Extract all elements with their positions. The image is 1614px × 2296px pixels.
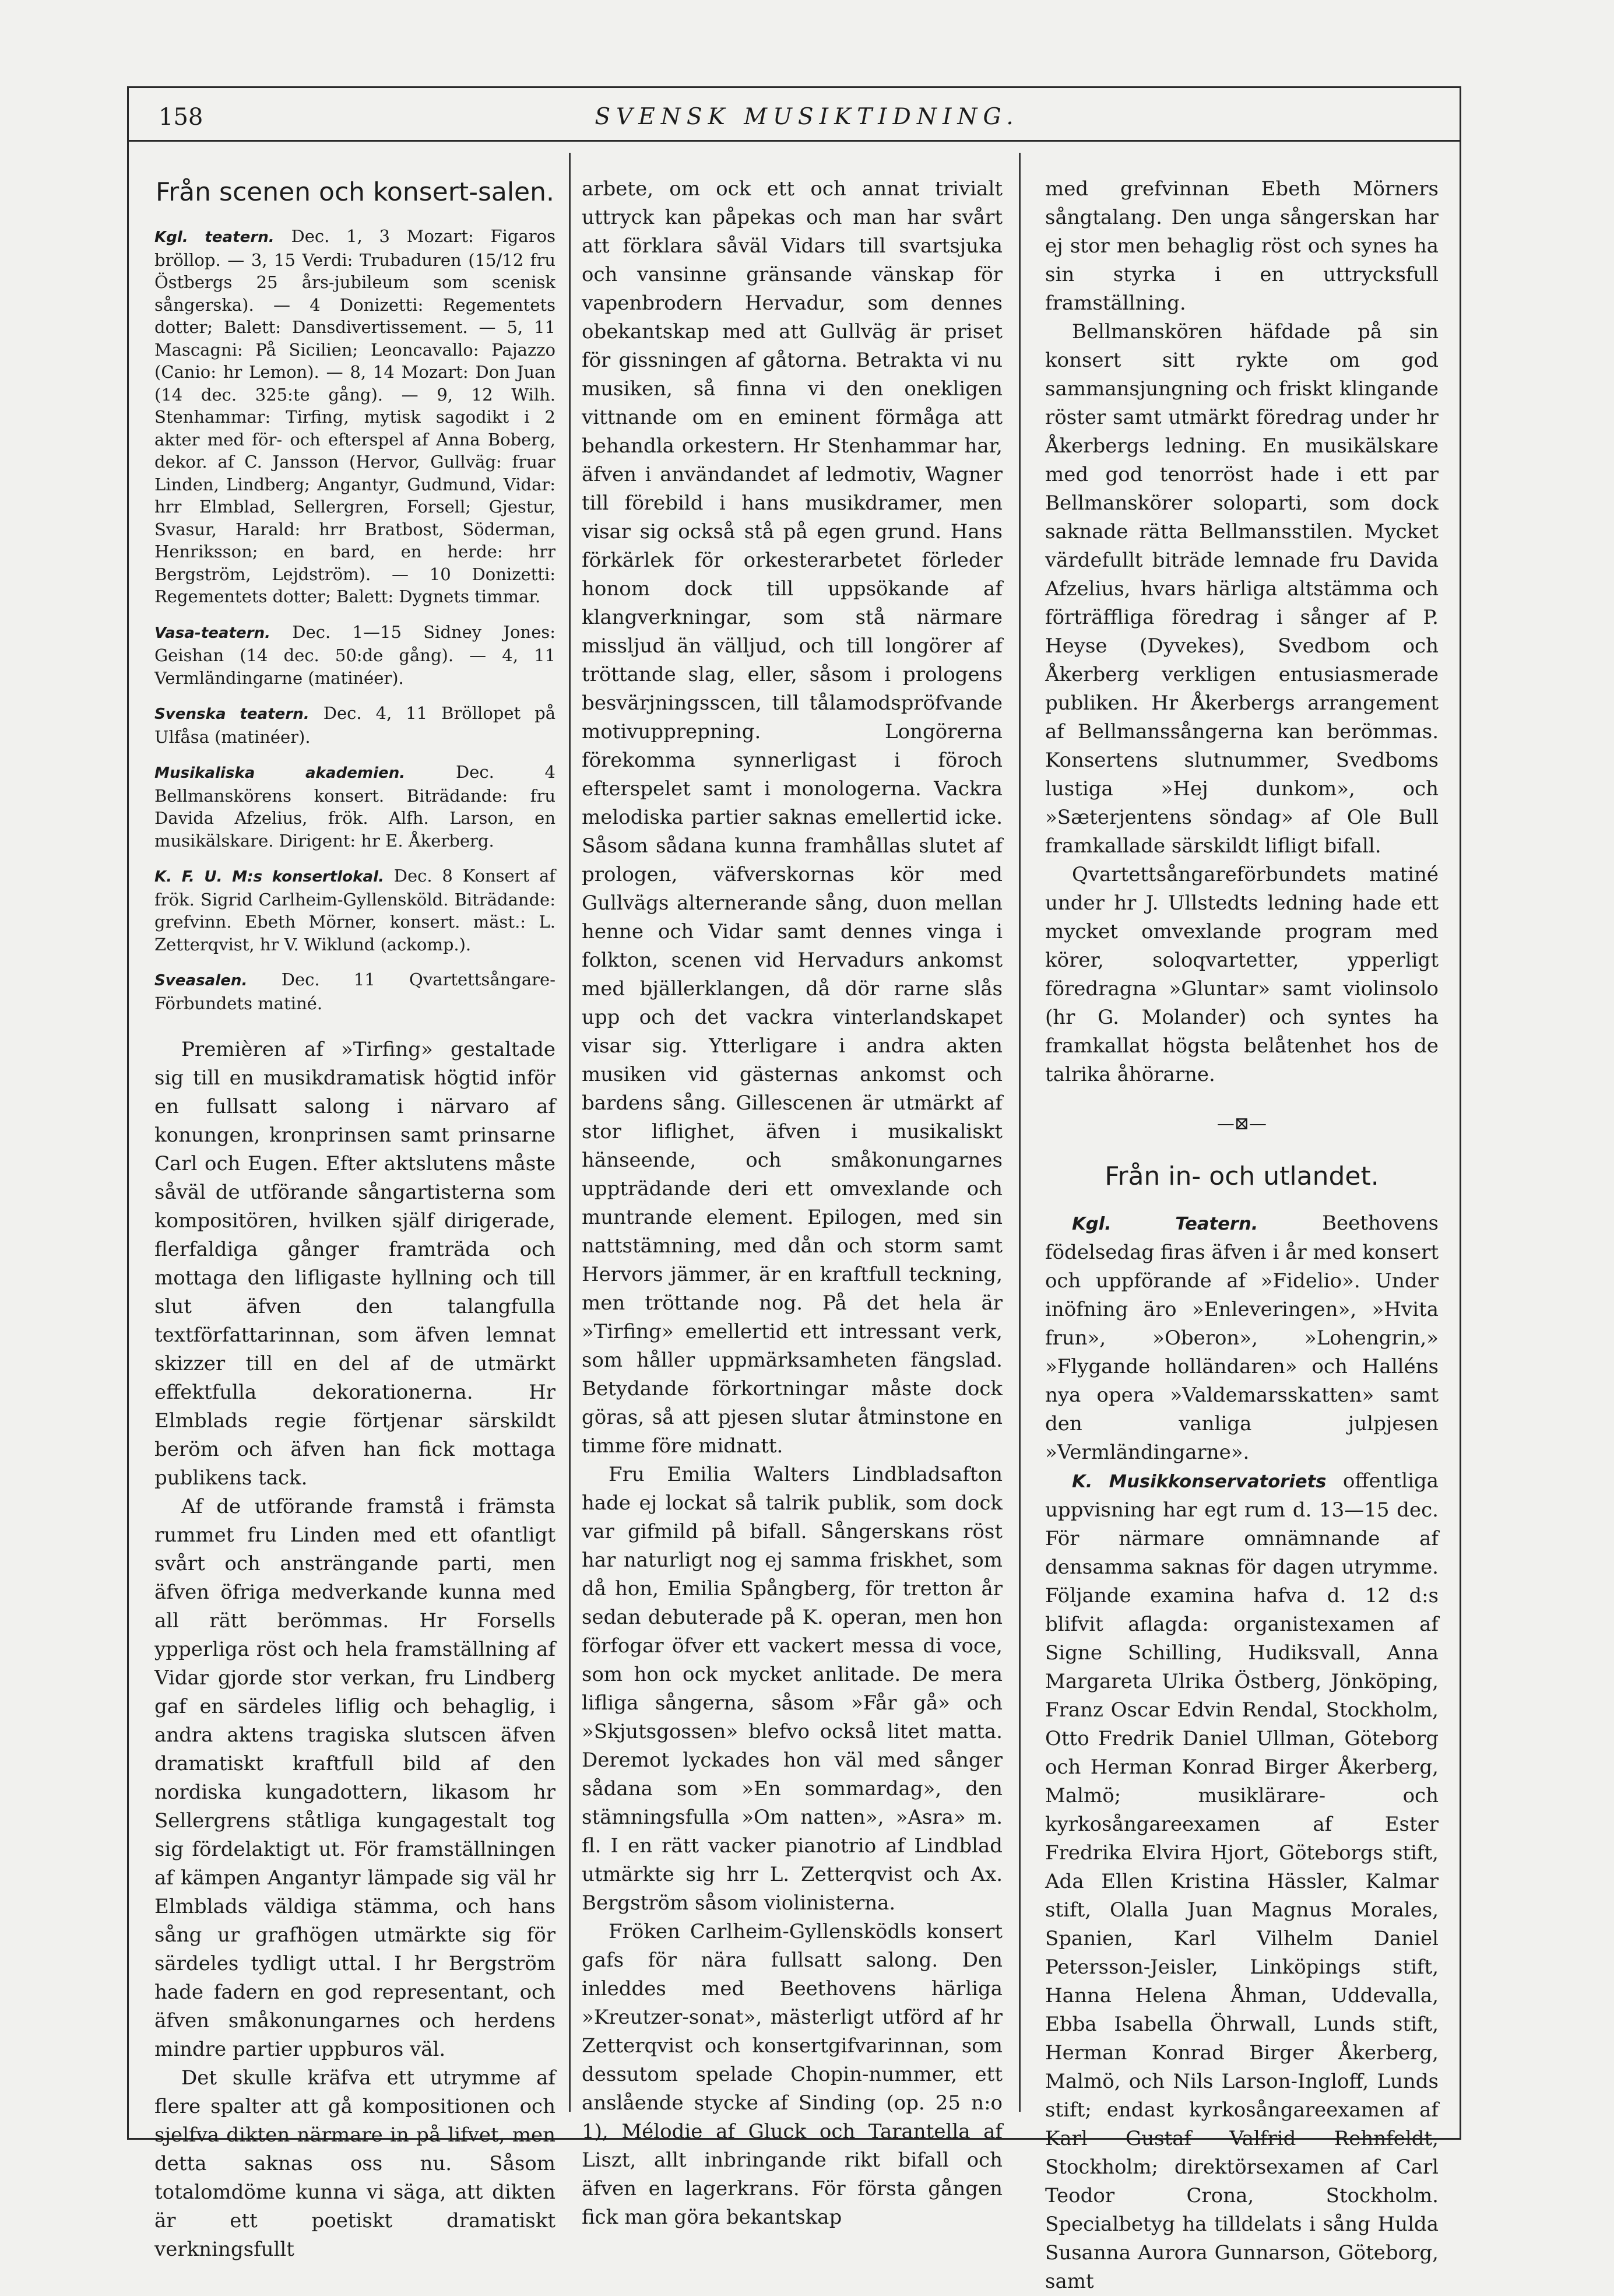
calendar-entry	[154, 621, 555, 690]
calendar-text: Dec. 4, 11 Bröllopet på Ulfåsa (matinéer).	[154, 703, 555, 747]
review-text-continued	[582, 175, 1003, 2232]
page-number: 158	[159, 104, 203, 131]
calendar-entry	[154, 761, 555, 852]
calendar-text: Dec. 4 Bellmanskörens konsert. Biträdande: fru Davida Afzelius, frök. Alfh. Larson, en musikälskare. Dirigent: hr E. Åkerberg.	[154, 762, 556, 851]
column-rule-1	[569, 153, 571, 2112]
paragraph: arbete, om ock ett och annat trivialt uttryck kan påpekas och man har svårt att förklara såväl Vidars till svartsjuka och vansinne gränsande vänskap för vapenbrodern Hervadur, som dennes obekantskap med att Gullväg är priset för gissningen af gåtorna. Betrakta vi nu musiken, så finna vi den onekligen vittnande om en eminent förmåga att behandla orkestern. Hr Stenhammar har, äfven i användandet af ledmotiv, Wagner till förebild i hans musikdramer, men visar sig också stå på egen grund. Hans förkärlek för orkesterarbetet förleder honom dock till uppsökande af klangverkningar, som stå närmare missljud än välljud, och till longörer af tröttande slag, eller, såsom i prologens besvärjningsscen, till tålamodspröfvande motivupprepning. Longörerna förekomma synnerligast i föroch efterspelet samt i monologerna. Vackra melodiska partier saknas emellertid icke. Såsom sådana kunna framhållas slutet af prologen, väfverskornas kör med Gullvägs alternerande sång, duon mellan henne och Vidar samt dennes vinga i folkton, scenen vid Hervadurs ankomst med bjällerklangen, då dör rarne slås upp och det vackra vinterlandskapet visar sig. Ytterligare i andra akten musiken vid gästernas ankomst och bardens sång. Gillescenen är utmärkt af stor liflighet, äfven i musikaliskt hänseende, och småkonungarnes uppträdande deri ett omvexlande och muntrande element. Epilogen, med sin nattstämning, med dån och storm samt Hervors jämmer, är en kraftfull teckning, men tröttande nog. På det hela är »Tirfing» emellertid ett intressant verk, som håller uppmärksamheten fängslad. Betydande förkortningar måste dock göras, så att pjesen slutar åtminstone en timme före midnatt.	[582, 177, 1003, 1458]
news-lead: Kgl. Teatern.	[1072, 1214, 1258, 1234]
column-3	[1045, 175, 1439, 2296]
paragraph: Fru Emilia Walters Lindbladsafton hade ej lockat så talrik publik, som dock var gifmild på bifall. Sångerskans röst har naturligt nog ej samma friskhet, som då hon, Emilia Spångberg, för tretton år sedan debuterade på K. operan, men hon förfogar öfver ett vackert messa di voce, som hon ock mycket anlitade. De mera lifliga sångerna, såsom »Får gå» och »Skjutsgossen» blefvo också litet matta. Deremot lyckades hon väl med sånger sådana som »En sommardag», den stämningsfulla »Om natten», »Asra» m. fl. I en rätt vacker pianotrio af Lindblad utmärkte sig hrr L. Zetterqvist och Ax. Bergström såsom violinisterna.	[582, 1463, 1003, 1915]
calendar-entry	[154, 702, 555, 748]
review-text-end	[1045, 175, 1439, 1089]
performance-calendar	[154, 225, 555, 1014]
section-title-utlandet: Från in- och utlandet.	[1105, 1161, 1379, 1191]
news-item	[1045, 1209, 1439, 1467]
calendar-text: Dec. 8 Konsert af frök. Sigrid Carlheim-Gyllensköld. Biträdande: grefvinn. Ebeth Mörner, konsert. mäst.: L. Zetterqvist, hr V. Wiklund (ackomp.).	[154, 866, 556, 954]
calendar-text: Dec. 11 Qvartettsångare-Förbundets matiné.	[154, 970, 556, 1013]
news-items	[1045, 1209, 1439, 2296]
venue-label: K. F. U. M:s konsertlokal.	[154, 868, 384, 886]
news-text: Beethovens födelsedag firas äfven i år med konsert och uppförande af »Fidelio». Under inöfning äro »Enleveringen», »Hvita frun», »Oberon», »Lohengrin,» »Flygande holländaren» och Halléns nya opera »Valdemarsskatten» samt den vanliga julpjesen »Vermländingarne».	[1045, 1212, 1439, 1464]
review-text	[154, 1035, 555, 2264]
column-rule-2	[1019, 153, 1021, 2112]
header-rule	[127, 140, 1461, 142]
calendar-text: Dec. 1, 3 Mozart: Figaros bröllop. — 3, 15 Verdi: Trubaduren (15/12 fru Östbergs 25 års-jubileum som scenisk sångerska). — 4 Donizetti: Regementets dotter; Balett: Dansdivertissement. — 5, 11 Mascagni: På Sicilien; Leoncavallo: Pajazzo (Canio: hr Lemon). — 8, 14 Mozart: Don Juan (14 dec. 325:te gång). — 9, 12 Wilh. Stenhammar: Tirfing, mytisk sagodikt i 2 akter med för- och efterspel af Anna Boberg, dekor. af C. Jansson (Hervor, Gullväg: fruar Linden, Lindberg; Angantyr, Gudmund, Vidar: hrr Elmblad, Sellergren, Forsell; Gjestur, Svasur, Harald: hrr Bratbost, Söderman, Henriksson; en bard, en herde: hrr Bergström, Lejdström). — 10 Donizetti: Regementets dotter; Balett: Dygnets timmar.	[154, 226, 555, 606]
paragraph: med grefvinnan Ebeth Mörners sångtalang. Den unga sångerskan har ej stor men behaglig röst och synes ha sin styrka i en uttrycksfull framställning.	[1045, 177, 1439, 315]
paragraph: Fröken Carlheim-Gyllensködls konsert gafs för nära fullsatt salong. Den inleddes med Beethovens härliga »Kreutzer-sonat», mästerligt utförd af hr Zetterqvist och konsertgifvarinnan, som dessutom spelade Chopin-nummer, ett anslående stycke af Sinding (op. 25 n:o 1), Mélodie af Gluck och Tarantella af Liszt, allt inbringande rikt bifall och äfven en lagerkrans. För första gången fick man göra bekantskap	[582, 1920, 1003, 2229]
paragraph: Qvartettsångareförbundets matiné under hr J. Ullstedts ledning hade ett mycket omvexlande program med körer, soloqvartetter, ypperligt föredragna »Gluntar» samt violinsolo (hr G. Molander) och syntes ha framkallat högsta belåtenhet hos de talrika åhörarne.	[1045, 863, 1439, 1086]
column-1	[154, 175, 555, 2264]
venue-label: Sveasalen.	[154, 972, 248, 989]
paragraph: Bellmanskören häfdade på sin konsert sitt rykte om god sammansjungning och friskt klingande röster samt utmärkt föredrag under hr Åkerbergs ledning. En musikälskare med god tenorröst hade i ett par Bellmanskörer soloparti, som dock saknade rätta Bellmansstilen. Mycket värdefullt biträde lemnade fru Davida Afzelius, hvars härliga altstämma och förträffliga föredrag i sånger af P. Heyse (Dyvekes), Svedbom och Åkerberg verkligen entusiasmerade publiken. Hr Åkerbergs arrangement af Bellmanssångerna kan berömmas. Konsertens slutnummer, Svedboms lustiga »Hej dunkom», och »Sæterjentens söndag» af Ole Bull framkallade särskildt lifligt bifall.	[1045, 320, 1439, 858]
section-title-scenen: Från scenen och konsert-salen.	[155, 177, 555, 207]
paragraph: Premièren af »Tirfing» gestaltade sig till en musikdramatisk högtid inför en fullsatt salong i närvaro af konungen, kronprinsen samt prinsarne Carl och Eugen. Efter aktslutens måste såväl de utförande sångartisterna som kompositören, hvilken själf dirigerade, flerfaldiga gånger framträda och mottaga den lifligaste hyllning och till slut äfven den talangfulla textförfattarinnan, som äfven lemnat skizzer till en del af de utmärkt effektfulla dekorationerna. Hr Elmblads regie förtjenar särskildt beröm och äfven han fick mottaga publikens tack.	[154, 1038, 555, 1490]
calendar-entry	[154, 968, 555, 1014]
venue-label: Musikaliska akademien.	[154, 764, 406, 782]
paragraph: Af de utförande framstå i främsta rummet fru Linden med ett ofantligt svårt och ansträngande parti, men äfven öfriga medverkande kunna med all rätt berömmas. Hr Forsells ypperliga röst och hela framställning af Vidar gjorde stor verkan, fru Lindberg gaf en särdeles liflig och behaglig, i andra aktens tragiska slutscen äfven dramatiskt kraftfull bild af den nordiska kungadottern, likasom hr Sellergrens ståtliga kungagestalt tog sig fördelaktigt ut. För framställningen af kämpen Angantyr lämpade sig väl hr Elmblads väldiga stämma, och hans sång ur grafhögen utmärkte sig för särdeles tydligt uttal. I hr Bergström hade fadern en god representant, och äfven småkonungarnes och herdens mindre partier uppburos väl.	[154, 1495, 555, 2061]
venue-label: Svenska teatern.	[154, 705, 310, 723]
venue-label: Kgl. teatern.	[154, 229, 275, 246]
column-2	[582, 175, 1003, 2232]
calendar-text: Dec. 1—15 Sidney Jones: Geishan (14 dec. 50:de gång). — 4, 11 Vermländingarne (matinéer).	[154, 622, 556, 688]
calendar-entry	[154, 225, 555, 608]
running-title: SVENSK MUSIKTIDNING.	[595, 104, 1019, 130]
venue-label: Vasa-teatern.	[154, 624, 271, 642]
news-text: offentliga uppvisning har egt rum d. 13—15 dec. För närmare omnämnande af densamma saknas för dagen utrymme. Följande examina hafva d. 12 d:s blifvit aflagda: organistexamen af Signe Schilling, Hudiksvall, Anna Margareta Ulrika Östberg, Jönköping, Franz Oscar Edvin Rendal, Stockholm, Otto Fredrik Daniel Ullman, Göteborg och Herman Konrad Birger Åkerberg, Malmö; musiklärare- och kyrkosångareexamen af Ester Fredrika Elvira Hjort, Göteborgs stift, Ada Ellen Kristina Hässler, Kalmar stift, Olalla Juan Magnus Morales, Spanien, Karl Vilhelm Daniel Petersson-Jeisler, Linköpings stift, Hanna Helena Åhman, Uddevalla, Ebba Isabella Öhrwall, Lunds stift, Herman Konrad Birger Åkerberg, Malmö, och Nils Larson-Ingloff, Lunds stift; endast kyrkosångareexamen af Karl Gustaf Valfrid Rehnfeldt, Stockholm; direktörsexamen af Carl Teodor Crona, Stockholm. Specialbetyg ha tilldelats i sång Hulda Susanna Aurora Gunnarson, Göteborg, samt	[1045, 1469, 1439, 2293]
section-divider-icon: —⊠—	[1216, 1114, 1267, 1134]
paragraph: Det skulle kräfva ett utrymme af flere spalter att gå kompositionen och sjelfva dikten närmare in på lifvet, men detta saknas oss nu. Såsom totalomdöme kunna vi säga, att dikten är ett poetiskt dramatiskt verkningsfullt	[154, 2066, 555, 2261]
calendar-entry	[154, 865, 555, 956]
news-lead: K. Musikkonservatoriets	[1072, 1472, 1327, 1492]
news-item	[1045, 1467, 1439, 2296]
